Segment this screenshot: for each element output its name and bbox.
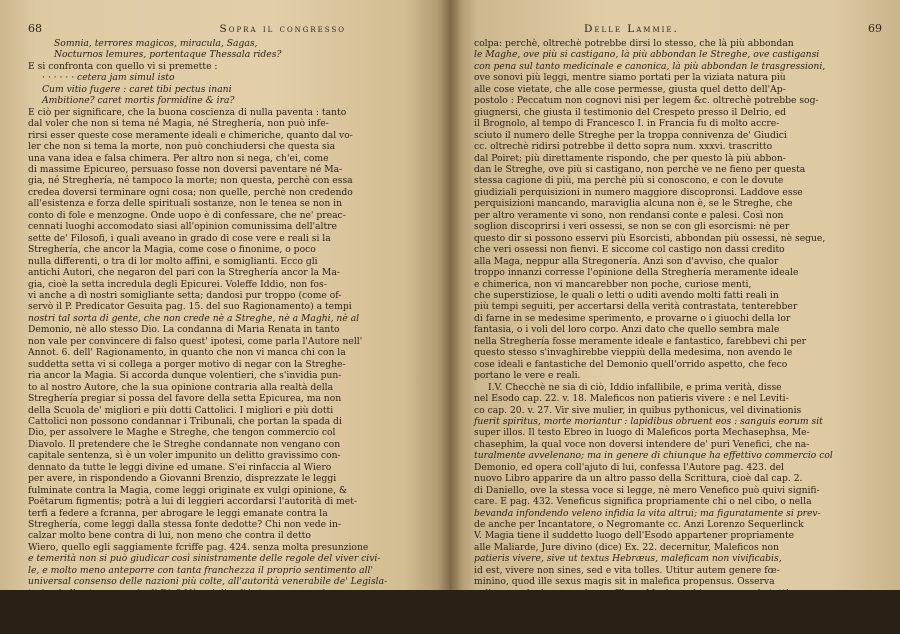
right-page-number: 69 — [868, 22, 882, 35]
text-line: dal voler che non si tema né Magia, né Streghería, non può infe- — [28, 118, 329, 130]
text-line: E ciò per significare, che la buona coscienza di nulla paventa : tanto — [28, 106, 347, 118]
text-line: che veri ossessi non fienvi. E siccome col castigo non dassi credito — [474, 244, 785, 256]
text-line: to al nostro Autore, che la sua opinione contraria alla realtà della — [28, 381, 334, 393]
text-line: Streghería, che ancor la Magia, come cose o finonime, o poco — [28, 244, 316, 256]
text-line: universal consenso delle nazioni più colte, all'autorità venerabile de' Legisla- — [28, 576, 388, 588]
text-line: capitale sentenza, sì è un voler impunito un delitto gravissimo con- — [28, 450, 341, 462]
text-line: fuerit spiritus, morte moriantur : lapidibus obruent eos : sanguis eorum sit — [474, 415, 823, 427]
text-line: portano le vere e reali. — [474, 370, 581, 382]
text-line: patieris vivere, sive ut textus Hebræus, maleficam non vivificabis, — [474, 553, 782, 565]
left-running-head — [28, 22, 436, 35]
text-line: suddetta setta vi si collega a porger motivo di negar con la Streghe- — [28, 358, 346, 370]
text-line: giugnersi, che giusta il testimonio del Crespeto presso il Delrio, ed — [474, 106, 787, 118]
text-line: all'esistenza e forza delle spirituali sostanze, non le tenea se non in — [28, 198, 343, 210]
text-line: sciuto il numero delle Streghe per la troppa connivenza de' Giudici — [474, 129, 787, 141]
text-line: Cum vitio fugere : caret tibi pectus inani — [42, 83, 232, 95]
text-line: ler che non si tema la morte, non può conchiudersi che questa sia — [28, 141, 336, 153]
text-line: Cattolici non possono condannar i Tribunali, che portan la spada di — [28, 415, 342, 427]
text-line: le, e molto meno anteporre con tanta franchezza il proprio sentimento all' — [28, 564, 374, 576]
text-line: nel Esodo cap. 22. v. 18. Maleficos non patieris vivere : e nel Leviti- — [474, 393, 789, 405]
text-line: sette de' Filosofi, i quali aveano in grado di cose vere e reali si la — [28, 232, 331, 244]
right-page — [450, 0, 900, 634]
text-line: Streghería, come leggi dalla stessa fonte dedotte? Chi non vede in- — [28, 519, 341, 531]
text-line: per altro veramente vi sono, non rendansi conte e palesi. Così non — [474, 209, 784, 221]
text-line: cose ideali e fantastiche del Demonio quell'orrido aspetto, che feco — [474, 358, 788, 370]
text-line: Nocturnos lemures, portentaque Thessala rides? — [54, 49, 282, 61]
text-line: il Brognolo, al tempo di Francesco I. in Francia fu di molto accre- — [474, 118, 780, 130]
text-line: postolo : Peccatum non cognovi nisi per legem &c. oltrechè potrebbe sog- — [474, 95, 819, 107]
text-line: coloro, che pacto cum Dæmone inito fœderantur, e che però sotto di — [474, 599, 794, 611]
text-line: che superstiziose, le quali o letti o uditi avendo molti fatti reali in — [474, 289, 779, 301]
text-line: fulminate contra la Magia, come leggi originate ex vulgi opinione, & — [28, 484, 348, 496]
left-page-number: 68 — [28, 22, 42, 35]
text-line: dennato da tutte le leggi divine ed umane. S'ei rinfaccia al Wiero — [28, 461, 332, 473]
text-line: Annot. 6. dell' Ragionamento, in quanto che non vi manca chi con la — [28, 347, 346, 359]
text-line: gia, cioè la setta incredula degli Epicurei. Voleffe Iddio, non fos- — [28, 278, 327, 290]
text-line: e temerità non si può giudicar così sinistramente delle regole del viver civi- — [28, 553, 381, 565]
text-line: Demonio, nè allo stesso Dio. La condanna di Maria Renata in tanto — [28, 324, 340, 336]
text-line: credea doversi terminare ogni cosa; non quelle, perchè non credendo — [28, 186, 353, 198]
text-line: Wiero, quello egli saggiamente fcriffe pag. 424. senza molta presunzione — [28, 541, 369, 553]
text-line: E si confronta con quello vi si premette : — [28, 60, 218, 72]
text-line: de anche per Incantatore, o Negromante cc. Anzi Lorenzo Sequerlinck — [474, 519, 804, 531]
text-line: cc. oltrechè ridirsi potrebbe il detto sopra num. xxxvi. trascritto — [474, 141, 773, 153]
text-line: troppo innanzi corresse l'opinione della Streghería meramente ideale — [474, 267, 799, 279]
left-page-text — [28, 38, 436, 622]
text-line: di massime Epicureo, persuaso fosse non doversi paventare né Ma- — [28, 163, 343, 175]
text-line: nostri tal sorta di gente, che non crede nè a Streghe, nè a Maghi, nè al — [28, 312, 360, 324]
left-catchword: colpa: — [377, 622, 406, 634]
text-line: soglion discoprirsi i veri ossessi, se non se con gli esorcismi: nè per — [474, 221, 790, 233]
text-line: di Daniello, ove la stessa voce si legge, nè mero Venefico può quivi signifi- — [474, 484, 820, 496]
text-line: Demonio, ed opera coll'ajuto di lui, confessa l'Autore pag. 423. del — [474, 461, 784, 473]
text-line: egli pure, che la general voce Ebrea Mechasephim comprende tutti — [474, 587, 789, 599]
text-line: giudiziali perquisizioni in numero maggiore discopronsi. Laddove esse — [474, 186, 803, 198]
text-line: I.V. Checchè ne sia di ciò, Iddio infallibile, e prima verità, disse — [488, 381, 782, 393]
text-line: una vana idea e falsa chimera. Per altro non si nega, ch'ei, come — [28, 152, 329, 164]
text-line: più tempi seguiti, per accertarsi della verità contrastata, tenterebber — [474, 301, 798, 313]
text-line: Dio, per assolvere le Maghe e Streghe, che tengon commercio col — [28, 427, 336, 439]
text-line: Streghería pregiar si possa del favore della setta Epicurea, ma non — [28, 393, 342, 405]
text-line: questo stesso s'invaghirebbe vieppiù della medesima, non avendo le — [474, 347, 793, 359]
text-line: Somnia, terrores magicos, miracula, Sagas, — [54, 38, 258, 49]
text-line: stessa cagione di più, ma perchè più si conoscono, e con le dovute — [474, 175, 784, 187]
text-line: nuovo Libro apparire da un altro passo della Scrittura, cioè dal cap. 2. — [474, 473, 803, 485]
text-line: Ambitione? caret mortis formidine & ira? — [42, 95, 235, 107]
right-running-title: Delle Lammie. — [584, 23, 679, 35]
text-line: nella Streghería fosse meramente ideale e fantastico, farebbevi chi per — [474, 335, 807, 347]
text-line: nulla differenti, o tra di lor molto affini, e somiglianti. Ecco gli — [28, 255, 318, 267]
text-line: alle cose vietate, che alle cose permesse, giusta quel detto dell'Ap- — [474, 83, 786, 95]
text-line: castigano, e però doversi ommettere la pena per non dar credito alla — [28, 610, 350, 622]
text-line: nuovo Lib. pag. 119. 120. che là più abbondan le Streghe, ove più si — [28, 599, 346, 611]
text-line: servò il P. Predicator Gesuita pag. 15. del suo Ragionamento) a tempi — [28, 301, 352, 313]
text-line: gia, né Streghería, né tampoco la morte; non questa, perchè con essa — [28, 175, 353, 187]
text-line: bevanda infondendo veleno infidia la vita altrui; ma figuratamente si prev- — [474, 507, 821, 519]
text-line: conto di fole e menzogne. Onde uopo è di confessare, che ne' preac- — [28, 209, 346, 221]
text-line: calzar molto bene contra di lui, non meno che contra il detto — [28, 530, 311, 542]
text-line: di farne in se medesime sperimento, e provarne o i giuochi della lor — [474, 312, 791, 324]
text-line: chasephim, la qual voce non doversi intendere de' puri Venefici, che na- — [474, 438, 810, 450]
right-page-text — [474, 38, 882, 634]
text-line: care. E pag. 432. Veneficus significa propriamente chi o nel cibo, o nella — [474, 496, 812, 508]
text-line: dan le Streghe, ove più si castigano, non perchè ve ne fieno per questa — [474, 163, 806, 175]
text-line: fantasia, o i voli del loro corpo. Anzi dato che quello sembra male — [474, 324, 780, 336]
text-line: vi anche a dì nostri somigliante setta; dandosi pur troppo (come of- — [28, 289, 342, 301]
text-line: turalmente avvelenano; ma in genere di chiunque ha effettivo commercio col — [474, 450, 833, 462]
text-line: dal Poiret; più direttamente rispondo, che per questo là più abbon- — [474, 152, 786, 164]
left-running-title: Sopra il congresso — [219, 23, 346, 35]
text-line: alla Maga, neppur alla Stregonería. Anzi son d'avviso, che qualor — [474, 255, 779, 267]
text-line: Diavolo. Il pretendere che le Streghe condannate non vengano con — [28, 438, 341, 450]
text-line: · · · · · · cetera jam simul isto — [42, 72, 175, 84]
text-line: ove sonovi più leggi, mentre siamo portati per la viziata natura più — [474, 72, 786, 84]
text-line: e chimerica, non vi mancarebber non poche, curiose menti, — [474, 278, 752, 290]
text-line: le Maghe, ove più si castigano, là più abbondan le Streghe, ove castigansi — [474, 49, 820, 61]
text-line: perquisizioni mancando, maraviglia alcuna non è, se le Streghe, che — [474, 198, 793, 210]
text-line: antichi Autori, che negaron del pari con la Streghería ancor la Ma- — [28, 267, 340, 279]
text-line: terfi a federe a fcranna, per abrogare le leggi emanate contra la — [28, 507, 328, 519]
text-line: con pena sul tanto medicinale e canonica, là più abbondan le trasgressioni, — [474, 60, 826, 72]
text-line: Poëtarum figmentis; potrà a lui di leggieri accordarsi l'autorità di met- — [28, 496, 358, 508]
text-line: ria ancor la Magia. Si accorda dunque volentieri, che s'invidia pun- — [28, 370, 342, 382]
text-line: cennati luoghi accomodato siasi all'opinion comunissima dell'altre — [28, 221, 337, 233]
right-running-head — [474, 22, 882, 35]
text-line: della Scuola de' migliori e più dotti Cattolici. I migliori e più dotti — [28, 404, 334, 416]
text-line: tori, ed alla stessa parola di Dio? Nè qui dica l'Autore, come nel — [28, 587, 326, 599]
text-line: &c. — [834, 622, 851, 634]
text-line: non vale per convincere di falso quest' ipotesi, come parla l'Autore nell' — [28, 335, 363, 347]
text-line: questo dir si possono esservi più Esorcisti, abbondan più ossessi, nè segue, — [474, 232, 826, 244]
text-line: co cap. 20. v. 27. Vir sive mulier, in quibus pythonicus, vel divinationis — [474, 404, 802, 416]
text-line: minino, quod ille sexus magis sit in malefica propensus. Osserva — [474, 576, 775, 588]
text-line: id est, vivere non sines, sed e vita tolles. Utitur autem genere fœ- — [474, 564, 780, 576]
text-line: rirsi esser queste cose meramente ideali e chimeriche, quanto dal vo- — [28, 129, 353, 141]
text-line: colpa: perchè, oltrechè potrebbe dirsi lo stesso, che là più abbondan — [474, 38, 794, 49]
text-line: super illos. Il testo Ebreo in luogo di Maleficos porta Mechasephsa, Me- — [474, 427, 810, 439]
text-line: essa contengonsi venefici, malefici, incantatores, Striges, Lamiæ, Sagæ, — [474, 610, 812, 622]
text-line: per avere, in rispondendo a Giovanni Brenzio, disprezzate le leggi — [28, 473, 337, 485]
text-line: V. Magia tiene il suddetto luogo dell'Esodo appartener propriamente — [474, 530, 795, 542]
text-line: alle Maliarde, Jure divino (dice) Ex. 22. decernitur, Maleficos non — [474, 541, 779, 553]
